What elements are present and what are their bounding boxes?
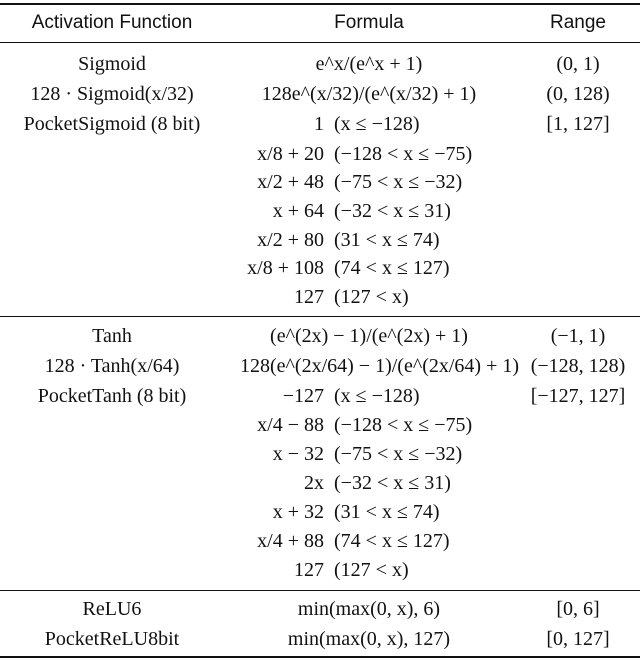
section-rule — [0, 316, 640, 317]
sig-piece-cond: (−128 < x ≤ −75) — [334, 143, 473, 165]
tanh-piece-cond: (−75 < x ≤ −32) — [334, 443, 463, 465]
name-pocket-tanh: PocketTanh (8 bit) — [37, 385, 187, 407]
tanh-piece-expr: x/4 − 88 — [257, 414, 324, 436]
name-sigmoid-scaled: 128 · Sigmoid(x/32) — [30, 83, 194, 105]
range-relu6: [0, 6] — [556, 598, 600, 620]
header-activation: Activation Function — [31, 12, 193, 33]
tanh-piece-expr: x + 32 — [272, 501, 324, 523]
range-pocket-relu: [0, 127] — [546, 628, 610, 650]
name-relu6: ReLU6 — [82, 598, 142, 620]
tanh-piece-expr: x/4 + 88 — [257, 530, 324, 552]
sig-piece-cond: (−32 < x ≤ 31) — [334, 200, 451, 222]
bottom-rule — [0, 656, 640, 658]
sig-piece-cond: (74 < x ≤ 127) — [334, 257, 450, 279]
tanh-piece-cond: (−32 < x ≤ 31) — [334, 472, 451, 494]
sig-piece-expr: x/8 + 20 — [257, 143, 324, 165]
formula-sigmoid-scaled: 128e^(x/32)/(e^(x/32) + 1) — [261, 83, 477, 105]
sig-piece-cond: (127 < x) — [334, 286, 409, 308]
tanh-piece-expr: 2x — [304, 472, 324, 494]
sig-piece-cond: (x ≤ −128) — [334, 113, 420, 135]
tanh-piece-expr: −127 — [282, 385, 324, 407]
sig-piece-cond: (−75 < x ≤ −32) — [334, 171, 463, 193]
range-tanh: (−1, 1) — [550, 325, 606, 347]
formula-tanh: (e^(2x) − 1)/(e^(2x) + 1) — [270, 325, 468, 347]
tanh-piece-cond: (x ≤ −128) — [334, 385, 420, 407]
tanh-piece-expr: x − 32 — [272, 443, 324, 465]
name-tanh: Tanh — [92, 325, 132, 347]
name-pocket-sigmoid: PocketSigmoid (8 bit) — [23, 113, 201, 135]
sig-piece-expr: x/2 + 48 — [257, 171, 324, 193]
section-rule — [0, 590, 640, 591]
name-pocket-relu: PocketReLU8bit — [44, 628, 180, 650]
sig-piece-expr: x/8 + 108 — [247, 257, 324, 279]
range-tanh-scaled: (−128, 128) — [530, 355, 626, 377]
header-range: Range — [550, 12, 606, 33]
name-sigmoid: Sigmoid — [78, 53, 146, 75]
header-rule — [0, 42, 640, 43]
sig-piece-expr: 127 — [294, 286, 324, 308]
tanh-piece-cond: (127 < x) — [334, 559, 409, 581]
range-pocket-sigmoid: [1, 127] — [546, 113, 610, 135]
tanh-piece-expr: 127 — [294, 559, 324, 581]
formula-relu6: min(max(0, x), 6) — [297, 598, 441, 620]
tanh-piece-cond: (74 < x ≤ 127) — [334, 530, 450, 552]
range-sigmoid: (0, 1) — [556, 53, 600, 75]
sig-piece-expr: 1 — [314, 113, 324, 135]
sig-piece-expr: x + 64 — [272, 200, 324, 222]
sig-piece-cond: (31 < x ≤ 74) — [334, 229, 440, 251]
header-formula: Formula — [334, 12, 404, 33]
range-sigmoid-scaled: (0, 128) — [546, 83, 610, 105]
formula-tanh-scaled: 128(e^(2x/64) − 1)/(e^(2x/64) + 1) — [240, 355, 520, 377]
range-pocket-tanh: [−127, 127] — [530, 385, 626, 407]
sig-piece-expr: x/2 + 80 — [257, 229, 324, 251]
name-tanh-scaled: 128 · Tanh(x/64) — [44, 355, 180, 377]
formula-sigmoid: e^x/(e^x + 1) — [315, 53, 423, 75]
top-rule — [0, 3, 640, 5]
tanh-piece-cond: (−128 < x ≤ −75) — [334, 414, 473, 436]
tanh-piece-cond: (31 < x ≤ 74) — [334, 501, 440, 523]
formula-pocket-relu: min(max(0, x), 127) — [287, 628, 451, 650]
